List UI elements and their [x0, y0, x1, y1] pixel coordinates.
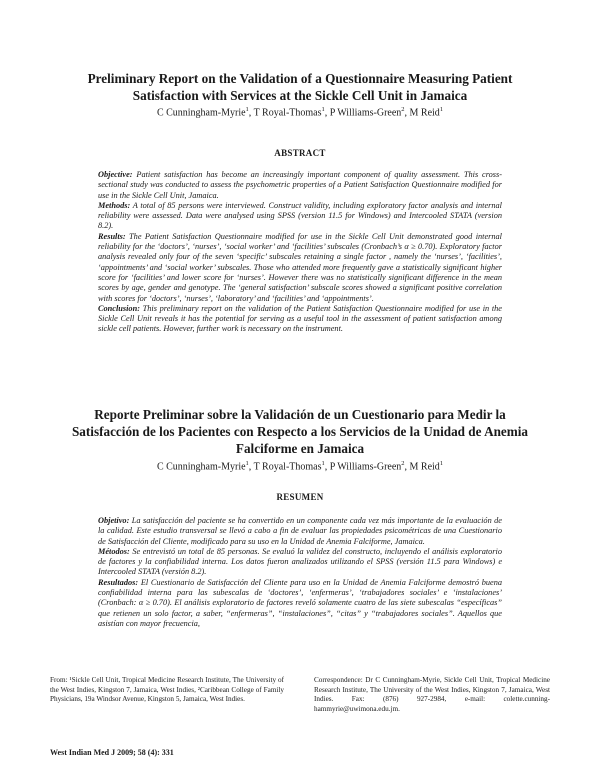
resumen-resultados: Resultados: El Cuestionario de Satisfacción del Cliente para uso en la Unidad de Anemia Falciforme demostró buena confiabilidad interna para las subescalas de ‘doctores’, ‘enfermeras’, ‘trabajadores sociales’ e ‘instalaciones’ (Cronbach: α ≥ 0.70). El análisis exploratorio de factores reveló solamente cuatro de las siete subescalas “específicas” que retienen un solo factor, a saber, “enfermeras”, “instalaciones”, “citas” y “trabajadores sociales”. Aquellos que asistían con mayor frecuencia, [98, 577, 502, 628]
author-name: T Royal-Thomas [253, 107, 322, 119]
author-affiliation: 1 [321, 460, 325, 467]
author-affiliation: 1 [439, 460, 444, 467]
author-name: C Cunningham-Myrie [156, 461, 246, 473]
abstract-conclusion: Conclusion: This preliminary report on the validation of the Patient Satisfaction Questionnaire modified for use in the Sickle Cell Unit reveals it has the potential for serving as a useful tool in the assessment of patient satisfaction among sickle cell patients. However, further work is necessary on the instrument. [98, 303, 502, 334]
spanish-title: Reporte Preliminar sobre la Validación de un Cuestionario para Medir la Satisfacción de los Pacientes con Respecto a los Servicios de la Unidad de Anemia Falciforme en Jamaica [71, 407, 529, 456]
author-affiliation: 1 [439, 106, 444, 113]
footnote-correspondence: Correspondence: Dr C Cunningham-Myrie, Sickle Cell Unit, Tropical Medicine Research Institute, The University of the West Indies, Kingston 7, Jamaica, West Indies. Fax: (876) 927-2984, e-mail: colette.cunning-hammyrie@uwimona.edu.jm. [314, 676, 550, 713]
resumen-objetivo: Objetivo: La satisfacción del paciente se ha convertido en un componente cada vez más importante de la evaluación de la calidad. Este estudio transversal se llevó a cabo a fin de evaluar las propiedades psicométricas de una Cuestionario de Satisfacción del Cliente, modificado para su uso en la Unidad de Anemia Falciforme, Jamaica. [98, 516, 502, 546]
spanish-abstract [98, 516, 502, 629]
author-name: T Royal-Thomas [253, 461, 322, 473]
resumen-metodos: Métodos: Se entrevistó un total de 85 personas. Se evaluó la validez del constructo, incluyendo el análisis exploratorio de factores y la confiabilidad interna. Los datos fueron analizados utilizando el SPSS (versión 11.5 para Windows) e Intercooled STATA (versión 8.2). [98, 546, 502, 577]
author-name: M Reid [409, 107, 440, 119]
author-name: P Williams-Green [329, 107, 402, 119]
abstract-heading: ABSTRACT [274, 148, 326, 158]
abstract-results: Results: The Patient Satisfaction Questionnaire modified for use in the Sickle Cell Unit demonstrated good internal reliability for the ‘doctors’, ‘nurses’, ‘social worker’ and ‘facilities’ subscales (Cronbach’s α ≥ 0.70). Exploratory factor analysis revealed only four of the seven ‘specific’ subscales retaining a single factor , namely the ‘nurses’, ‘facilities’, ‘appointments’ and ‘social worker’ subscales. Those who attended more frequently gave a statistically significant higher score for ‘facilities’ and lower score for ‘nurses’. However there was no statistically significant difference in the mean scores by age, gender and genotype. The ‘general satisfaction’ subscale scores showed a significant positive correlation with scores for ‘doctors’, ‘nurses’, ‘laboratory’ and ‘facilities’ and ‘appointments’. [98, 231, 502, 303]
abstract-objective: Objective: Patient satisfaction has become an increasingly important component of quality assessment. This cross-sectional study was conducted to assess the psychometric properties of a Patient Satisfaction Questionnaire modified for use in the Sickle Cell Unit, Jamaica. [98, 170, 502, 200]
english-title: Preliminary Report on the Validation of a Questionnaire Measuring Patient Satisfaction with Services at the Sickle Cell Unit in Jamaica [87, 71, 513, 103]
abstract-methods: Methods: A total of 85 persons were interviewed. Construct validity, including exploratory factor analysis and internal reliability were assessed. Data were analysed using SPSS (version 11.5 for Windows) and Intercooled STATA (version 8.2). [98, 200, 502, 231]
english-abstract [98, 170, 502, 335]
author-name: M Reid [409, 461, 440, 473]
author-affiliation: 1 [245, 460, 249, 467]
resumen-heading: RESUMEN [276, 492, 324, 502]
author-affiliation: 1 [245, 106, 249, 113]
author-name: C Cunningham-Myrie [156, 107, 246, 119]
journal-reference: West Indian Med J 2009; 58 (4): 331 [50, 748, 174, 757]
author-affiliation: 2 [401, 460, 405, 467]
author-affiliation: 1 [321, 106, 325, 113]
author-name: P Williams-Green [329, 461, 402, 473]
english-authors: C Cunningham-Myrie$^1$, T Royal-Thomas$^1$, P Williams-Green$^2$, M Reid$^1$ [156, 106, 444, 119]
footnote-from: From: ¹Sickle Cell Unit, Tropical Medicine Research Institute, The University of the West Indies, Kingston 7, Jamaica, West Indies, ²Caribbean College of Family Physicians, 19a Windsor Avenue, Kingston 5, Jamaica, West Indies. [50, 676, 284, 704]
author-affiliation: 2 [401, 106, 405, 113]
spanish-authors: C Cunningham-Myrie$^1$, T Royal-Thomas$^1$, P Williams-Green$^2$, M Reid$^1$ [156, 460, 444, 473]
